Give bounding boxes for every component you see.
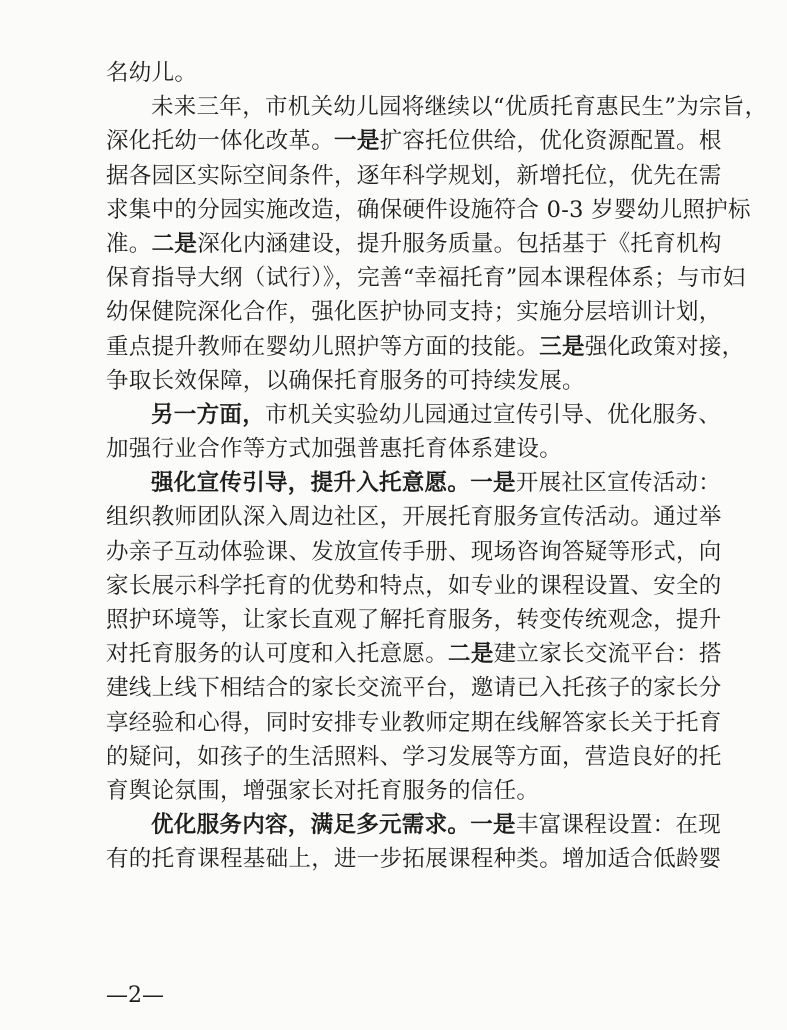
text-line	[106, 432, 706, 466]
text-line	[106, 90, 768, 124]
text-line	[106, 740, 722, 774]
text-line	[106, 124, 722, 158]
text-segment: 有的托育课程基础上，进一步拓展课程种类。增加适合低龄婴	[106, 846, 722, 873]
text-line	[106, 842, 722, 876]
text-segment: 市机关实验幼儿园通过宣传引导、优化服务、	[265, 401, 722, 428]
body-text	[106, 56, 768, 877]
text-segment: 开展社区宣传活动：	[515, 470, 722, 497]
text-segment: 丰富课程设置：在现	[515, 812, 722, 839]
bold-text-segment: 优化服务内容，满足多元需求。	[151, 812, 471, 839]
text-line	[106, 261, 746, 295]
text-segment: 扩容托位供给，优化资源配置。根	[379, 128, 722, 155]
text-line	[106, 774, 706, 808]
text-line	[106, 671, 722, 705]
text-segment: 建立家长交流平台：搭	[493, 641, 722, 668]
text-segment: 准。	[106, 230, 152, 257]
text-segment: 求集中的分园实施改造，确保硬件设施符合 0-3 岁婴幼儿照护标	[106, 196, 751, 223]
text-segment: 深化内涵建设，提升服务质量。包括基于《托育机构	[197, 230, 722, 257]
text-line	[106, 56, 706, 90]
text-line	[106, 569, 722, 603]
bold-text-segment: 一是	[334, 128, 380, 155]
text-segment: 据各园区实际空间条件，逐年科学规划，新增托位，优先在需	[106, 162, 722, 189]
text-segment: 办亲子互动体验课、发放宣传手册、现场咨询答疑等形式，向	[106, 538, 722, 565]
text-segment: 未来三年，市机关幼儿园将继续以“优质托育惠民生”为宗旨，	[151, 94, 768, 121]
bold-text-segment: 一是	[470, 812, 516, 839]
text-segment: 组织教师团队深入周边社区，开展托育服务宣传活动。通过举	[106, 504, 722, 531]
text-segment: 的疑问，如孩子的生活照料、学习发展等方面，营造良好的托	[106, 743, 722, 770]
text-line	[106, 295, 722, 329]
text-line	[106, 466, 722, 500]
text-line	[106, 603, 722, 637]
bold-text-segment: 另一方面，	[151, 401, 266, 428]
text-segment: 家长展示科学托育的优势和特点，如专业的课程设置、安全的	[106, 572, 722, 599]
text-line	[106, 535, 722, 569]
text-segment: 对托育服务的认可度和入托意愿。	[106, 641, 449, 668]
text-line	[106, 227, 722, 261]
text-line	[106, 364, 706, 398]
bold-text-segment: 强化宣传引导，提升入托意愿。	[151, 470, 471, 497]
text-line	[106, 500, 722, 534]
text-segment: 深化托幼一体化改革。	[106, 128, 335, 155]
bold-text-segment: 二是	[151, 230, 198, 257]
bold-text-segment: 二是	[448, 641, 494, 668]
text-segment: 享经验和心得，同时安排专业教师定期在线解答家长关于托育	[106, 709, 722, 736]
text-line	[106, 159, 722, 193]
text-segment: 照护环境等，让家长直观了解托育服务，转变传统观念，提升	[106, 607, 722, 633]
text-segment: 争取长效保障，以确保托育服务的可持续发展。	[106, 367, 585, 394]
text-line	[106, 398, 722, 432]
text-segment: 建线上线下相结合的家长交流平台，邀请已入托孩子的家长分	[106, 675, 722, 702]
text-segment: 幼保健院深化合作，强化医护协同支持；实施分层培训计划，	[106, 299, 722, 326]
text-line	[106, 706, 722, 740]
page-number: —2—	[106, 983, 164, 1008]
text-segment: 保育指导大纲（试行）》，完善“幸福托育”园本课程体系；与市妇	[106, 265, 746, 292]
text-segment: 重点提升教师在婴幼儿照护等方面的技能。	[106, 333, 540, 360]
text-segment: 强化政策对接，	[584, 333, 745, 360]
bold-text-segment: 三是	[539, 333, 585, 360]
text-segment: 加强行业合作等方式加强普惠托育体系建设。	[106, 436, 563, 463]
text-line	[106, 637, 722, 671]
text-segment: 育舆论氛围，增强家长对托育服务的信任。	[106, 777, 540, 804]
bold-text-segment: 一是	[470, 470, 516, 497]
text-line	[106, 193, 751, 227]
text-line	[106, 808, 722, 842]
text-line	[106, 330, 745, 364]
text-segment: 名幼儿。	[106, 60, 198, 86]
